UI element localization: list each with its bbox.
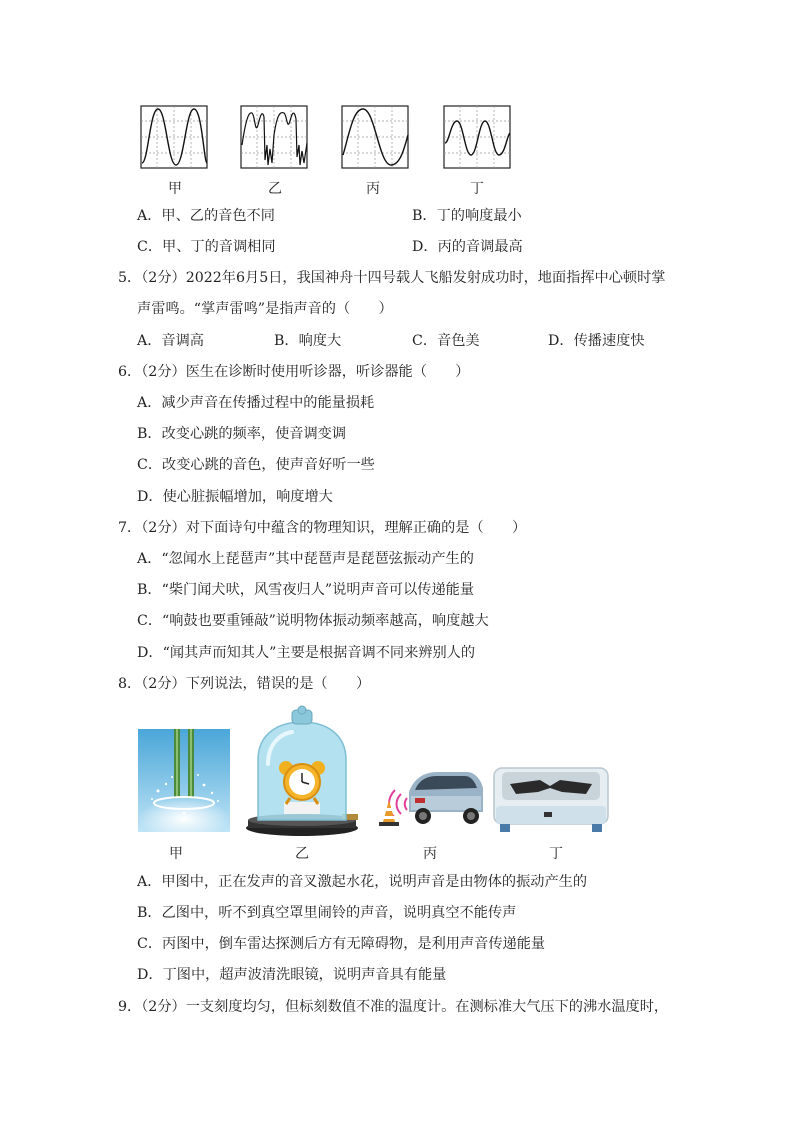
q8-label-jia: 甲 — [169, 846, 183, 862]
q7-option-d[interactable]: D．“闻其声而知其人”主要是根据音调不同来辨别人的 — [137, 645, 476, 661]
q8-label-bing: 丙 — [423, 846, 437, 862]
q6-option-a[interactable]: A．减少声音在传播过程中的能量损耗 — [137, 395, 375, 411]
q8-option-b[interactable]: B．乙图中，听不到真空罩里闹铃的声音，说明真空不能传声 — [137, 905, 517, 921]
q7-option-a[interactable]: A．“忽闻水上琵琶声”其中琵琶声是琵琶弦振动产生的 — [137, 551, 474, 567]
q8-option-d[interactable]: D．丁图中，超声波清洗眼镜，说明声音具有能量 — [137, 967, 447, 983]
q7-option-b[interactable]: B．“柴门闻犬吠，风雪夜归人”说明声音可以传递能量 — [137, 582, 475, 598]
tuning-fork-water-image — [138, 729, 230, 832]
q8-option-a[interactable]: A．甲图中，正在发声的音叉激起水花，说明声音是由物体的振动产生的 — [137, 874, 588, 890]
q5-option-a[interactable]: A．音调高 — [137, 333, 204, 349]
q5-option-d[interactable]: D．传播速度快 — [548, 333, 645, 349]
q8-option-c[interactable]: C．丙图中，倒车雷达探测后方有无障碍物，是利用声音传递能量 — [137, 936, 546, 952]
ultrasonic-cleaner-image — [490, 766, 612, 838]
q6-option-d[interactable]: D．使心脏振幅增加，响度增大 — [137, 489, 333, 505]
q9-stem: 9．（2分）一支刻度均匀，但标刻数值不准的温度计。在测标准大气压下的沸水温度时， — [118, 999, 669, 1015]
q8-label-yi: 乙 — [295, 846, 309, 862]
q7-stem: 7．（2分）对下面诗句中蕴含的物理知识，理解正确的是（ ） — [118, 520, 527, 536]
q5-option-b[interactable]: B．响度大 — [274, 333, 342, 349]
q8-stem: 8．（2分）下列说法，错误的是（ ） — [118, 676, 371, 692]
q5-stem-line1: 5．（2分）2022年6月5日，我国神舟十四号载人飞船发射成功时，地面指挥中心顿时掌 — [118, 270, 666, 286]
reversing-radar-image — [375, 766, 485, 832]
waveform-yi — [240, 105, 310, 171]
waveform-bing — [341, 105, 411, 171]
bell-jar-clock-image — [244, 704, 360, 838]
waveform-label-jia: 甲 — [168, 181, 182, 197]
q5-option-c[interactable]: C．音色美 — [412, 333, 480, 349]
waveform-label-bing: 丙 — [366, 181, 380, 197]
q5-stem-line2: 声雷鸣。“掌声雷鸣”是指声音的（ ） — [137, 301, 393, 317]
q7-option-c[interactable]: C．“响鼓也要重锤敲”说明物体振动频率越高，响度越大 — [137, 613, 489, 629]
waveform-jia — [140, 105, 210, 171]
q8-label-ding: 丁 — [549, 846, 563, 862]
q4-option-d[interactable]: D．丙的音调最高 — [412, 239, 523, 255]
q4-option-a[interactable]: A．甲、乙的音色不同 — [137, 208, 275, 224]
q6-stem: 6．（2分）医生在诊断时使用听诊器，听诊器能（ ） — [118, 364, 470, 380]
waveform-label-ding: 丁 — [470, 181, 484, 197]
q4-option-b[interactable]: B．丁的响度最小 — [412, 208, 522, 224]
waveform-ding — [443, 105, 513, 171]
q6-option-c[interactable]: C．改变心跳的音色，使声音好听一些 — [137, 457, 375, 473]
q4-option-c[interactable]: C．甲、丁的音调相同 — [137, 239, 276, 255]
waveform-label-yi: 乙 — [268, 181, 282, 197]
q6-option-b[interactable]: B．改变心跳的频率，使音调变调 — [137, 426, 347, 442]
